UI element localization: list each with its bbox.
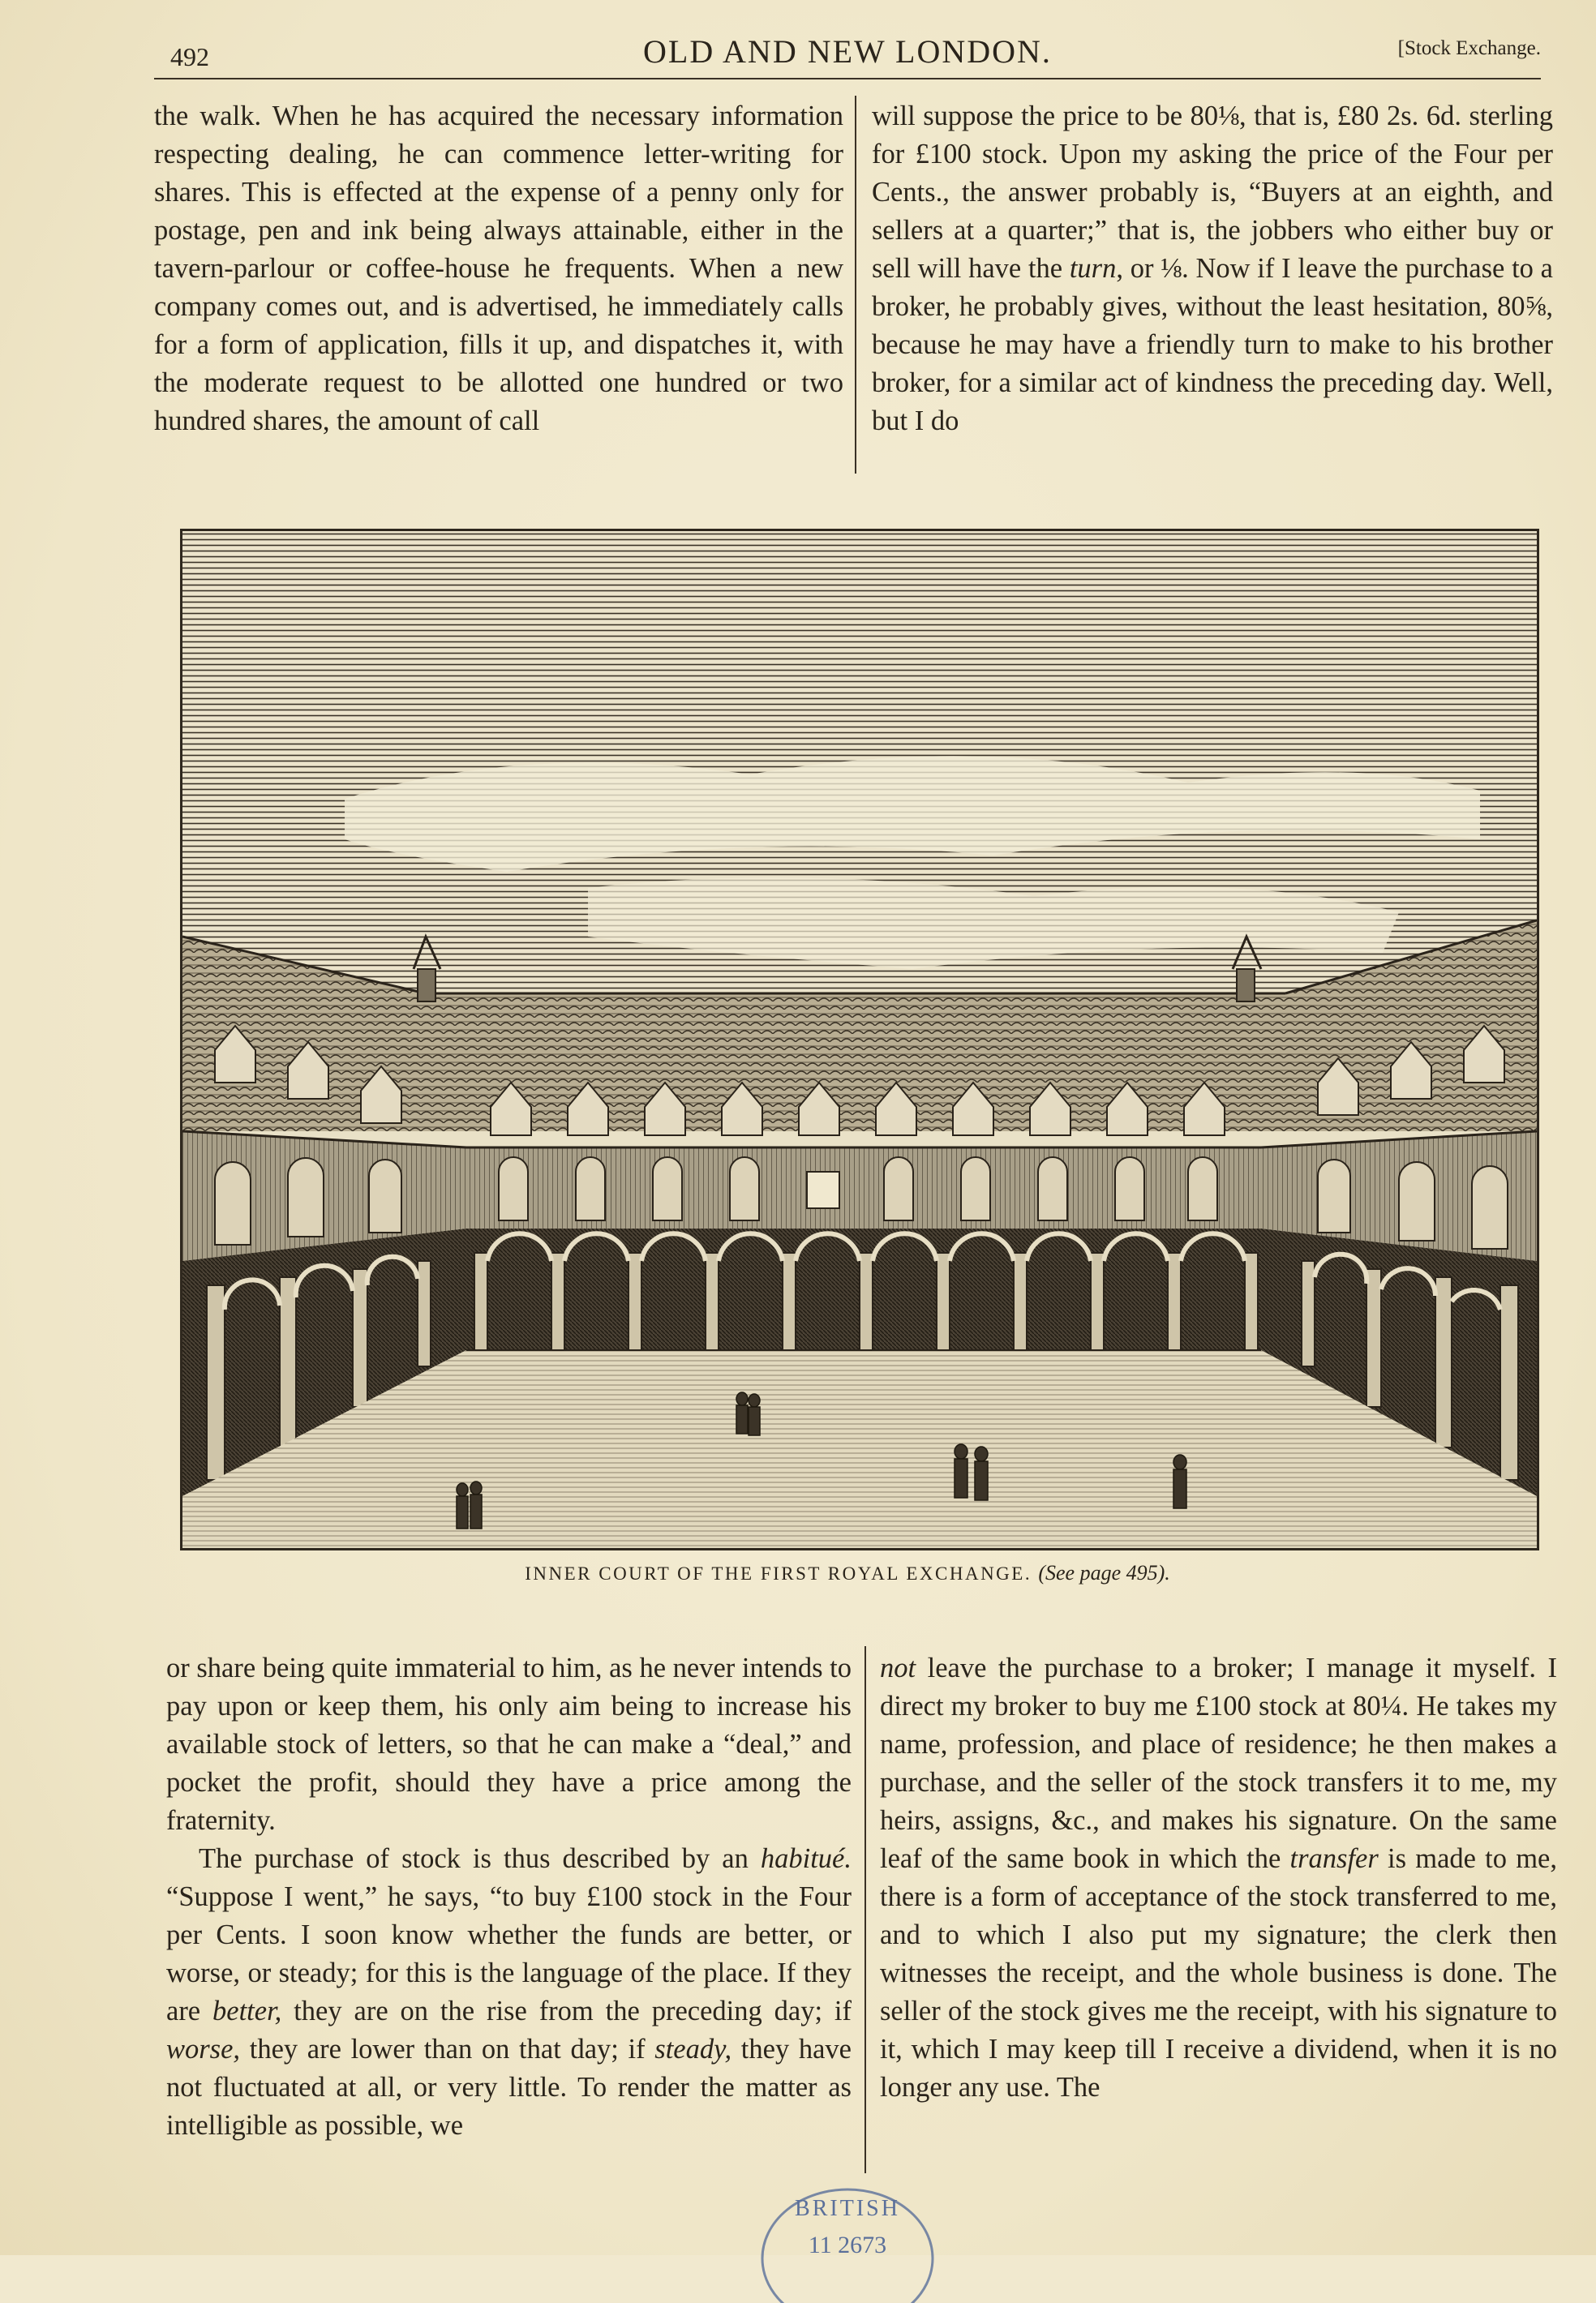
stamp-number: 11 2673 — [808, 2232, 887, 2258]
header-rule — [154, 78, 1541, 79]
caption-title: INNER COURT OF THE FIRST ROYAL EXCHANGE. — [525, 1563, 1032, 1584]
engraving-illustration — [182, 531, 1537, 1548]
caption-reference: (See page 495). — [1038, 1561, 1170, 1585]
column-rule — [855, 96, 856, 474]
column-rule — [865, 1646, 866, 2173]
stamp-text: BRITISH — [795, 2196, 900, 2221]
section-title: [Stock Exchange. — [1397, 37, 1541, 59]
paragraph: The purchase of stock is thus described by an habitué. “Suppose I went,” he says, “to buy £100 stock in the Four per Cents. I soon know whether the funds are better, or worse, or steady; for this is the language of the place. If they are better, they are on the rise from the preceding day; if worse, they are lower than on that day; if steady, they have not fluctuated at all, or very little. To render the matter as intelligible as possible, we — [166, 1843, 852, 2141]
paragraph: not leave the purchase to a broker; I manage it myself. I direct my broker to buy me £100 stock at 80¼. He takes my name, profession, and place of residence; he then makes a purchase, and the seller of the stock transfers it to me, my heirs, assigns, &c., and makes his signature. On the same leaf of the same book in which the transfer is made to me, there is a form of acceptance of the stock transferred to me, and to which I also put my signature; the clerk then witnesses the receipt, and the whole business is done. The seller of the stock gives me the receipt, with his signature to it, which I may keep till I receive a dividend, when it is no longer any use. The — [880, 1653, 1557, 2103]
running-title: OLD AND NEW LONDON. — [643, 33, 1052, 70]
paragraph: the walk. When he has acquired the necessary information respecting dealing, he can commence letter-writing for shares. This is effected at the expense of a penny only for postage, pen and ink being always attainable, either in the tavern-parlour or coffee-house he frequents. When a new company comes out, and is advertised, he immediately calls for a form of application, fills it up, and dispatches it, with the moderate request to be allotted one hundred or two hundred shares, the amount of call — [154, 101, 843, 436]
bottom-left-column — [166, 1649, 852, 2145]
page-number: 492 — [170, 42, 209, 71]
bottom-right-column — [880, 1649, 1557, 2107]
illustration-caption — [154, 1561, 1541, 1585]
paragraph: will suppose the price to be 80⅛, that is, £80 2s. 6d. sterling for £100 stock. Upon my asking the price of the Four per Cents., the answer probably is, “Buyers at an eighth, and sellers at a quarter;” that is, the jobbers who either buy or sell will have the turn, or ⅛. Now if I leave the purchase to a broker, he probably gives, without the least hesitation, 80⅝, because he may have a friendly turn to make to his brother broker, for a similar act of kindness the preceding day. Well, but I do — [872, 101, 1553, 436]
library-stamp — [754, 2181, 941, 2303]
page-header — [154, 24, 1541, 81]
top-left-column — [154, 97, 843, 440]
top-right-column — [872, 97, 1553, 440]
paragraph: or share being quite immaterial to him, as he never intends to pay upon or keep them, his only aim being to increase his available stock of letters, so that he can make a “deal,” and pocket the profit, should they have a price among the fraternity. — [166, 1653, 852, 1836]
engraving-inner-court — [180, 529, 1539, 1550]
